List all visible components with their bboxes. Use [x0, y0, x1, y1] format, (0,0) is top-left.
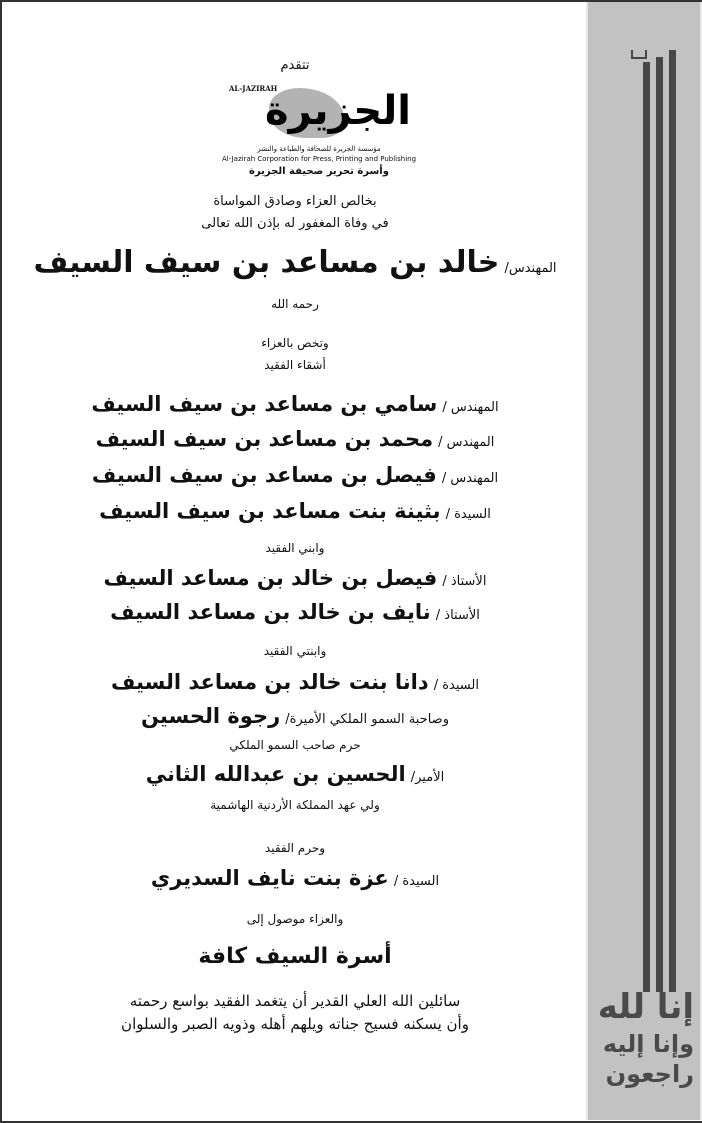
decorative-bar-icon [669, 50, 676, 992]
condolence-line-2: في وفاة المغفور له بإذن الله تعالى [201, 216, 389, 231]
mercy-text: رحمه الله [271, 297, 319, 311]
sister-row: السيدة / بثينة بنت مساعد بن سيف السيف [99, 499, 491, 523]
brother-row: المهندس / سامي بن مساعد بن سيف السيف [91, 392, 499, 416]
wife-heading: وحرم الفقيد [264, 841, 326, 855]
family-name: أسرة السيف كافة [198, 944, 392, 969]
condolence-notice [4, 0, 586, 1121]
brother-row: المهندس / محمد بن مساعد بن سيف السيف [95, 427, 495, 451]
brother-row: المهندس / فيصل بن مساعد بن سيف السيف [91, 463, 499, 487]
daughter-row: وصاحبة السمو الملكي الأميرة/ رجوة الحسين [141, 704, 449, 728]
decorative-bar-icon [643, 62, 650, 992]
condolence-line-1: بخالص العزاء وصادق المواساة [213, 194, 377, 209]
wife-row: السيدة / عزة بنت نايف السديري [150, 866, 440, 890]
shadda-mark-icon [631, 50, 647, 59]
logo-subtitle-english: Al-Jazirah Corporation for Press, Printing and Publishing [221, 155, 417, 163]
sons-heading: وابني الفقيد [265, 541, 325, 555]
son-row: الأستاذ / نايف بن خالد بن مساعد السيف [110, 600, 480, 624]
verse-line-2: وإنا إليه [602, 1030, 694, 1058]
presents-text: تتقدم [280, 58, 310, 73]
extended-condolence: والعزاء موصول إلى [246, 912, 344, 926]
deceased-name-line [4, 245, 586, 280]
crown-prince-text: ولي عهد المملكة الأردنية الهاشمية [210, 798, 380, 812]
staff-line: وأسرة تحرير صحيفة الجزيرة [249, 166, 389, 177]
spouse-of-text: حرم صاحب السمو الملكي [229, 738, 361, 752]
verse-line-1: إنا لله [597, 987, 694, 1027]
logo-english-wordmark: AL-JAZIRAH [229, 84, 278, 93]
logo-arabic-wordmark: الجزيرة [265, 88, 411, 134]
daughters-heading: وابنتي الفقيد [263, 644, 327, 658]
al-jazirah-logo [219, 80, 419, 180]
verse-line-3: راجعون [605, 1060, 694, 1088]
special-condolence: وتخص بالعزاء [261, 336, 329, 350]
prayer-line-2: وأن يسكنه فسيح جناته ويلهم أهله وذويه الصبر والسلوان [121, 1015, 469, 1033]
son-row: الأستاذ / فيصل بن خالد بن مساعد السيف [103, 566, 487, 590]
verse-sidebar [586, 2, 702, 1120]
deceased-title: المهندس/ [504, 261, 557, 276]
deceased-name: خالد بن مساعد بن سيف السيف [33, 245, 500, 280]
brothers-heading: أشقاء الفقيد [264, 358, 326, 372]
prayer-line-1: سائلين الله العلي القدير أن يتغمد الفقيد بواسع رحمته [129, 992, 461, 1010]
daughter-row: السيدة / دانا بنت خالد بن مساعد السيف [111, 670, 479, 694]
prince-row: الأمير/ الحسين بن عبدالله الثاني [145, 762, 445, 786]
logo-subtitle-arabic: مؤسسة الجزيرة للصحافة والطباعة والنشر [257, 145, 381, 153]
decorative-bar-icon [656, 57, 663, 992]
